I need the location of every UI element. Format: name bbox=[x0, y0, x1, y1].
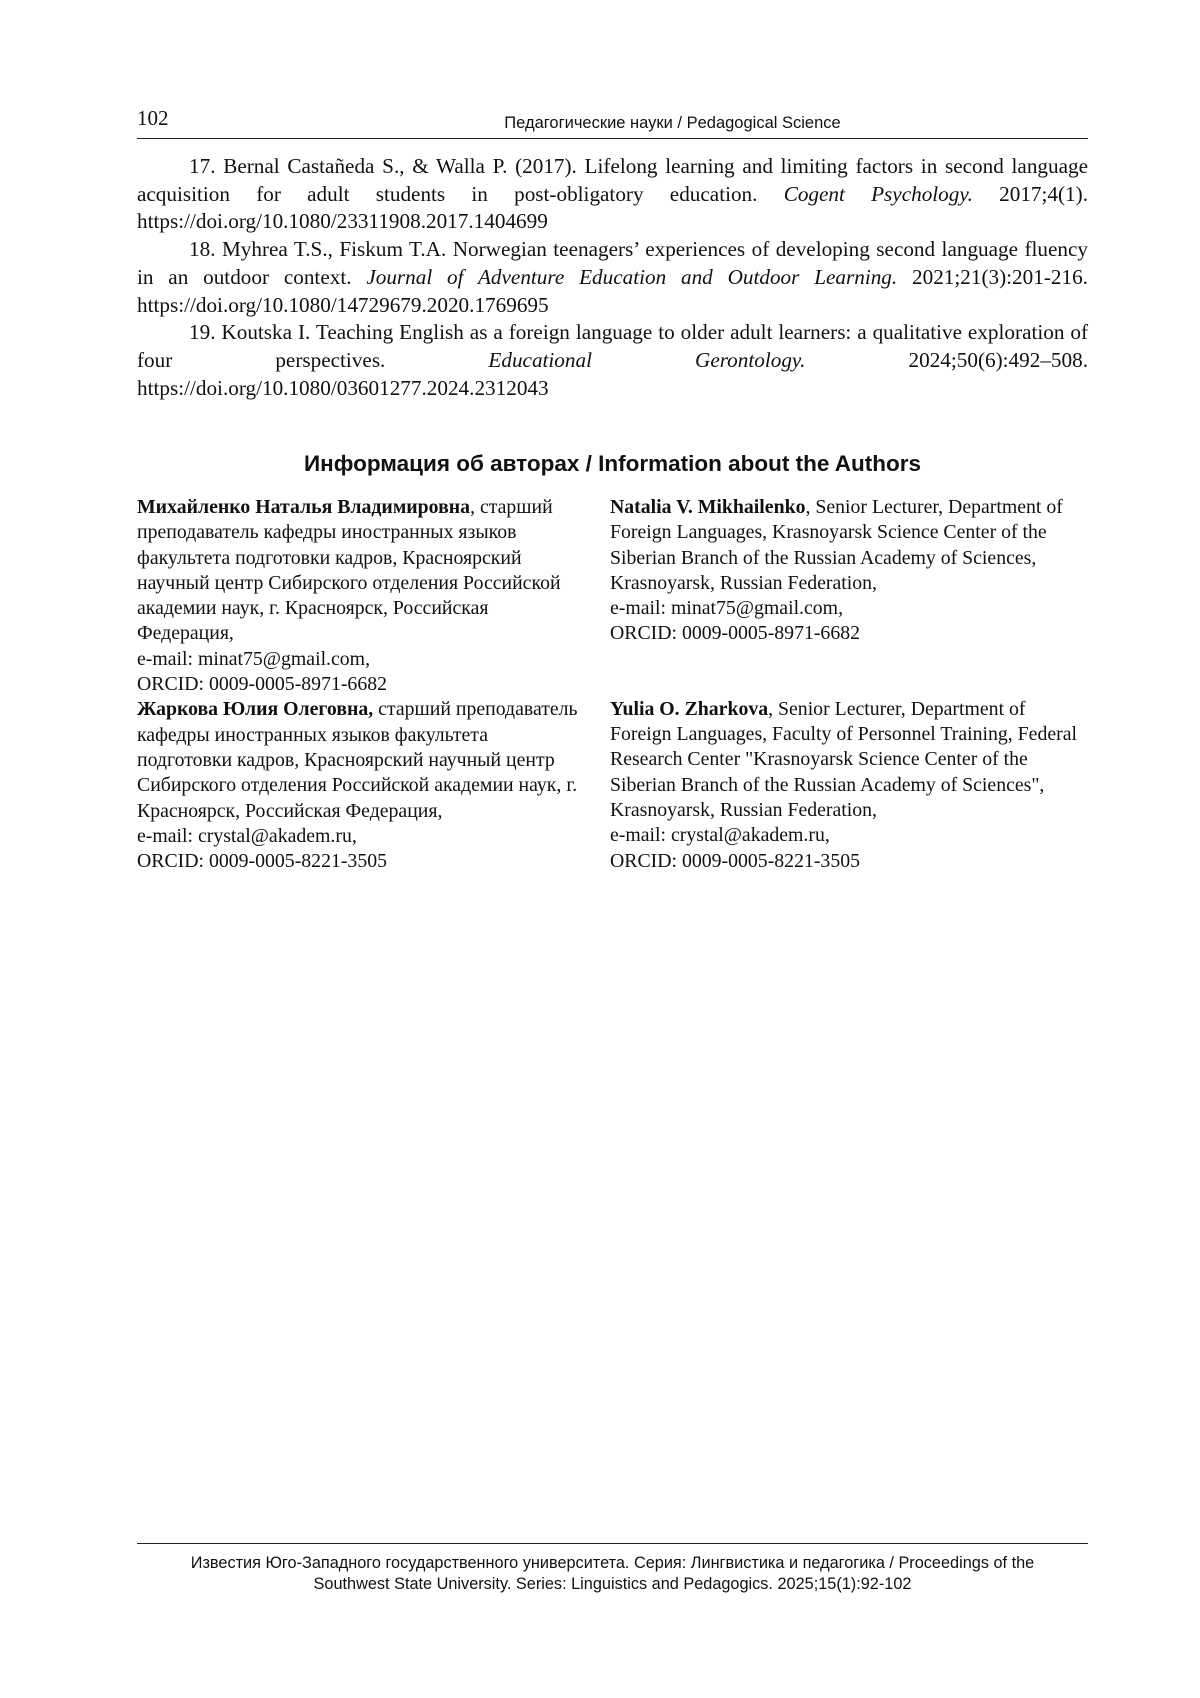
reference-text: Koutska I. Teaching English as a foreign language to older adult learners: a qualitative exploration of four perspectives. bbox=[137, 320, 1089, 372]
column-spacer bbox=[610, 672, 1088, 697]
reference-journal: Cogent Psychology. bbox=[783, 181, 973, 206]
author-description: , Senior Lecturer, Department of Foreign Languages, Krasnoyarsk Science Center of the Siberian Branch of the Russian Academy of Sciences, Krasnoyarsk, Russian Federation, bbox=[610, 496, 1063, 594]
author-email[interactable]: e-mail: minat75@gmail.com, bbox=[610, 597, 844, 620]
author-info-ru-1 bbox=[137, 495, 584, 697]
reference-item-19 bbox=[137, 319, 1088, 402]
author-info-en-2 bbox=[610, 697, 1088, 874]
author-info-en-1 bbox=[610, 495, 1088, 647]
reference-item-17 bbox=[137, 153, 1088, 236]
author-email[interactable]: e-mail: minat75@gmail.com, bbox=[137, 647, 371, 670]
author-orcid: ORCID: 0009-0005-8971-6682 bbox=[137, 673, 387, 696]
reference-number: 18. bbox=[189, 237, 216, 262]
author-orcid: ORCID: 0009-0005-8221-3505 bbox=[137, 850, 387, 873]
author-description: , Senior Lecturer, Department of Foreign Languages, Faculty of Personnel Training, Federal Research Center "Krasnoyarsk Science Center of the Siberian Branch of the Russian Academy of Sciences", Krasnoyarsk, Russian Federation, bbox=[610, 697, 1077, 821]
footer-line: Известия Юго-Западного государственного университета. Серия: Лингвистика и педагогика / Proceedings of the bbox=[190, 1554, 1035, 1572]
reference-details[interactable]: 2024;50(6):492–508. https://doi.org/10.1080/03601277.2024.2312043 bbox=[137, 347, 1089, 400]
reference-text: Myhrea T.S., Fiskum T.A. Norwegian teenagers’ experiences of developing second language fluency in an outdoor context. bbox=[137, 237, 1089, 289]
footer-divider bbox=[137, 1543, 1088, 1544]
author-email[interactable]: e-mail: crystal@akadem.ru, bbox=[137, 824, 357, 847]
author-description: , старший преподаватель кафедры иностранных языков факультета подготовки кадров, Красноярский научный центр Сибирского отделения Российской академии наук, г. Красноярск, Российская Федерация, bbox=[137, 496, 561, 645]
author-info-ru-2 bbox=[137, 697, 584, 874]
page-footer bbox=[137, 1553, 1088, 1595]
reference-journal: Journal of Adventure Education and Outdoor Learning. bbox=[366, 264, 898, 289]
running-header: Педагогические науки / Pedagogical Science bbox=[504, 114, 841, 132]
authors-column-russian bbox=[137, 495, 584, 874]
reference-item-18 bbox=[137, 236, 1088, 319]
authors-section-heading: Информация об авторах / Information about the Authors bbox=[303, 451, 922, 476]
author-name: Natalia V. Mikhailenko bbox=[610, 496, 806, 518]
authors-column-english bbox=[610, 495, 1088, 874]
reference-details[interactable]: 2017;4(1). https://doi.org/10.1080/23311908.2017.1404699 bbox=[137, 181, 1088, 234]
author-name: Михайленко Наталья Владимировна bbox=[137, 496, 471, 518]
author-name: Yulia O. Zharkova bbox=[610, 697, 769, 720]
reference-list bbox=[137, 153, 1088, 402]
page-number: 102 bbox=[137, 106, 169, 130]
reference-text: Bernal Castañeda S., & Walla P. (2017). Lifelong learning and limiting factors in second language acquisition for adult students in post-obligatory education. bbox=[137, 154, 1089, 206]
author-name: Жаркова Юлия Олеговна, bbox=[137, 698, 374, 721]
author-email[interactable]: e-mail: crystal@akadem.ru, bbox=[610, 824, 830, 847]
reference-number: 19. bbox=[189, 320, 216, 345]
author-orcid: ORCID: 0009-0005-8971-6682 bbox=[610, 622, 860, 645]
author-orcid: ORCID: 0009-0005-8221-3505 bbox=[610, 849, 860, 872]
reference-number: 17. bbox=[189, 154, 216, 178]
author-description: старший преподаватель кафедры иностранных языков факультета подготовки кадров, Красноярский научный центр Сибирского отделения Российской академии наук, г. Красноярск, Российская Федерация, bbox=[137, 698, 578, 822]
footer-line: Southwest State University. Series: Linguistics and Pedagogics. 2025;15(1):92-102 bbox=[313, 1575, 912, 1593]
header-divider bbox=[137, 138, 1088, 139]
reference-journal: Educational Gerontology. bbox=[488, 347, 806, 372]
reference-details[interactable]: 2021;21(3):201-216. https://doi.org/10.1080/14729679.2020.1769695 bbox=[137, 264, 1088, 317]
column-spacer bbox=[610, 647, 1088, 672]
